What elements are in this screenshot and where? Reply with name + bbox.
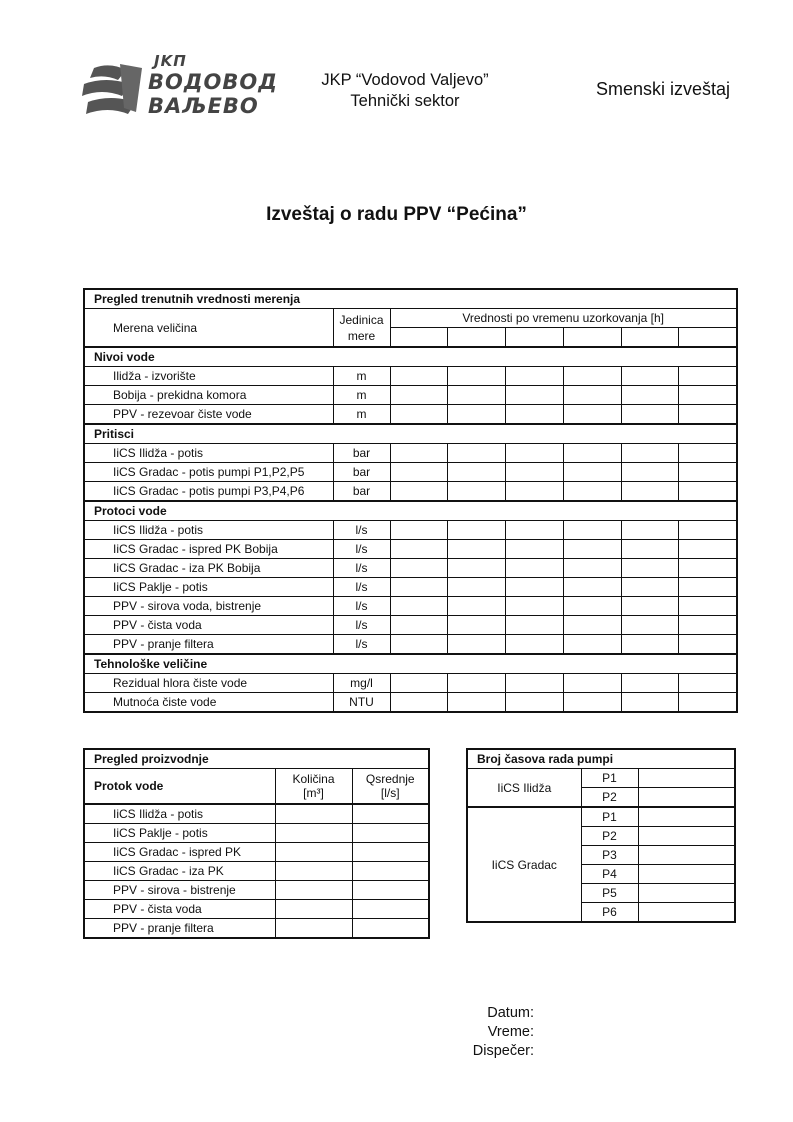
value-cell[interactable]: [506, 405, 564, 425]
value-cell[interactable]: [448, 405, 506, 425]
measurement-unit: bar: [333, 463, 390, 482]
logo-line2: ВАЉЕВО: [148, 94, 259, 118]
value-cell[interactable]: [448, 559, 506, 578]
pump-hours-cell[interactable]: [638, 865, 735, 884]
value-cell[interactable]: [448, 597, 506, 616]
measurement-name: IiCS Gradac - ispred PK Bobija: [84, 540, 333, 559]
production-name: IiCS Gradac - ispred PK: [84, 843, 275, 862]
water-drop-logo-icon: [80, 58, 150, 120]
avg-cell[interactable]: [352, 900, 429, 919]
value-cell[interactable]: [506, 559, 564, 578]
value-cell[interactable]: [621, 559, 679, 578]
value-cell[interactable]: [448, 616, 506, 635]
measurement-name: PPV - rezevoar čiste vode: [84, 405, 333, 425]
value-cell[interactable]: [390, 405, 448, 425]
measurement-unit: l/s: [333, 521, 390, 540]
col-header-values: Vrednosti po vremenu uzorkovanja [h]: [390, 309, 737, 328]
qty-cell[interactable]: [275, 824, 352, 843]
value-cell[interactable]: [621, 444, 679, 463]
measurement-name: PPV - sirova voda, bistrenje: [84, 597, 333, 616]
pump-hours-table: [466, 748, 736, 923]
value-cell[interactable]: [448, 578, 506, 597]
value-cell[interactable]: [679, 693, 737, 713]
measurements-heading: Pregled trenutnih vrednosti merenja: [84, 289, 737, 309]
pump-label: P1: [581, 769, 638, 788]
measurement-row: [84, 405, 737, 425]
value-cell[interactable]: [621, 367, 679, 386]
value-cell[interactable]: [506, 463, 564, 482]
pumps-heading: Broj časova rada pumpi: [467, 749, 735, 769]
avg-cell[interactable]: [352, 881, 429, 900]
value-cell[interactable]: [506, 482, 564, 502]
measurement-name: IiCS Paklje - potis: [84, 578, 333, 597]
value-cell[interactable]: [563, 367, 621, 386]
measurement-unit: l/s: [333, 540, 390, 559]
avg-label: Qsrednje: [365, 772, 415, 786]
value-cell[interactable]: [621, 693, 679, 713]
station-name: IiCS Ilidža: [467, 769, 581, 808]
col-header-unit: Jedinica mere: [333, 309, 390, 348]
production-row: [84, 843, 429, 862]
value-cell[interactable]: [563, 674, 621, 693]
measurement-name: IiCS Gradac - potis pumpi P3,P4,P6: [84, 482, 333, 502]
measurement-row: [84, 367, 737, 386]
value-cell[interactable]: [563, 386, 621, 405]
value-cell[interactable]: [621, 405, 679, 425]
value-cell[interactable]: [679, 616, 737, 635]
measurement-unit: NTU: [333, 693, 390, 713]
value-cell[interactable]: [621, 597, 679, 616]
value-cell[interactable]: [679, 386, 737, 405]
qty-label: Količina: [292, 772, 335, 786]
qty-cell[interactable]: [275, 804, 352, 824]
organization-block: [300, 70, 510, 112]
measurement-row: [84, 521, 737, 540]
production-name: PPV - sirova - bistrenje: [84, 881, 275, 900]
value-cell[interactable]: [621, 674, 679, 693]
value-cell[interactable]: [506, 616, 564, 635]
measurements-table: [83, 288, 738, 713]
value-cell[interactable]: [390, 635, 448, 655]
value-cell[interactable]: [506, 578, 564, 597]
value-cell[interactable]: [679, 674, 737, 693]
dispatcher-label: Dispečer:: [472, 1043, 534, 1059]
value-cell[interactable]: [621, 521, 679, 540]
pump-hours-cell[interactable]: [638, 807, 735, 827]
measurement-name: Mutnoća čiste vode: [84, 693, 333, 713]
value-cell[interactable]: [621, 328, 679, 348]
qty-cell[interactable]: [275, 919, 352, 939]
value-cell[interactable]: [679, 559, 737, 578]
value-cell[interactable]: [563, 616, 621, 635]
value-cell[interactable]: [506, 521, 564, 540]
value-cell[interactable]: [506, 386, 564, 405]
measurement-row: [84, 674, 737, 693]
logo-jkp: JKП: [154, 52, 187, 70]
production-row: [84, 862, 429, 881]
measurement-unit: m: [333, 386, 390, 405]
measurement-row: [84, 635, 737, 655]
value-cell[interactable]: [506, 597, 564, 616]
avg-cell[interactable]: [352, 804, 429, 824]
avg-cell[interactable]: [352, 919, 429, 939]
col-header-name: Merena veličina: [84, 309, 333, 348]
pump-row: [467, 769, 735, 788]
measurement-unit: bar: [333, 482, 390, 502]
production-row: [84, 804, 429, 824]
qty-cell[interactable]: [275, 900, 352, 919]
measurement-row: [84, 482, 737, 502]
company-logo: [80, 52, 278, 124]
pump-hours-cell[interactable]: [638, 788, 735, 808]
value-cell[interactable]: [621, 540, 679, 559]
value-cell[interactable]: [679, 540, 737, 559]
col-header-qty: [275, 769, 352, 805]
section-row: [84, 501, 737, 521]
value-cell[interactable]: [390, 559, 448, 578]
value-cell[interactable]: [679, 597, 737, 616]
measurement-name: IiCS Ilidža - potis: [84, 444, 333, 463]
value-cell[interactable]: [506, 367, 564, 386]
pump-hours-cell[interactable]: [638, 827, 735, 846]
value-cell[interactable]: [448, 367, 506, 386]
production-name: PPV - čista voda: [84, 900, 275, 919]
value-cell[interactable]: [621, 386, 679, 405]
value-cell[interactable]: [448, 386, 506, 405]
measurement-name: Rezidual hlora čiste vode: [84, 674, 333, 693]
measurement-name: Bobija - prekidna komora: [84, 386, 333, 405]
pump-label: P6: [581, 903, 638, 923]
value-cell[interactable]: [563, 693, 621, 713]
value-cell[interactable]: [506, 540, 564, 559]
measurement-name: IiCS Gradac - potis pumpi P1,P2,P5: [84, 463, 333, 482]
avg-unit: [l/s]: [380, 786, 400, 800]
pump-hours-cell[interactable]: [638, 903, 735, 923]
avg-cell[interactable]: [352, 843, 429, 862]
value-cell[interactable]: [563, 559, 621, 578]
value-cell[interactable]: [506, 328, 564, 348]
pump-label: P5: [581, 884, 638, 903]
measurement-unit: l/s: [333, 578, 390, 597]
value-cell[interactable]: [390, 463, 448, 482]
value-cell[interactable]: [506, 693, 564, 713]
measurement-row: [84, 616, 737, 635]
measurement-row: [84, 386, 737, 405]
value-cell[interactable]: [448, 635, 506, 655]
value-cell[interactable]: [563, 405, 621, 425]
col-header-avg: [352, 769, 429, 805]
measurement-unit: m: [333, 405, 390, 425]
value-cell[interactable]: [448, 444, 506, 463]
value-cell[interactable]: [390, 367, 448, 386]
section-title: Protoci vode: [84, 501, 737, 521]
pump-label: P1: [581, 807, 638, 827]
measurement-row: [84, 578, 737, 597]
value-cell[interactable]: [563, 328, 621, 348]
value-cell[interactable]: [390, 540, 448, 559]
value-cell[interactable]: [679, 328, 737, 348]
value-cell[interactable]: [679, 482, 737, 502]
value-cell[interactable]: [390, 444, 448, 463]
measurement-row: [84, 597, 737, 616]
value-cell[interactable]: [563, 482, 621, 502]
value-cell[interactable]: [621, 463, 679, 482]
value-cell[interactable]: [679, 521, 737, 540]
value-cell[interactable]: [448, 540, 506, 559]
value-cell[interactable]: [679, 635, 737, 655]
measurement-unit: l/s: [333, 635, 390, 655]
value-cell[interactable]: [679, 463, 737, 482]
value-cell[interactable]: [448, 482, 506, 502]
measurement-row: [84, 463, 737, 482]
production-row: [84, 919, 429, 939]
qty-cell[interactable]: [275, 862, 352, 881]
value-cell[interactable]: [563, 540, 621, 559]
pump-label: P4: [581, 865, 638, 884]
pump-hours-cell[interactable]: [638, 769, 735, 788]
pump-hours-cell[interactable]: [638, 884, 735, 903]
col-header-flow: Protok vode: [84, 769, 275, 805]
value-cell[interactable]: [448, 463, 506, 482]
measurement-unit: l/s: [333, 616, 390, 635]
value-cell[interactable]: [621, 482, 679, 502]
logo-line1: ВОДОВОД: [148, 70, 278, 94]
production-heading: Pregled proizvodnje: [84, 749, 429, 769]
value-cell[interactable]: [679, 578, 737, 597]
section-title: Pritisci: [84, 424, 737, 444]
value-cell[interactable]: [679, 367, 737, 386]
value-cell[interactable]: [506, 444, 564, 463]
measurement-name: IiCS Gradac - iza PK Bobija: [84, 559, 333, 578]
value-cell[interactable]: [563, 635, 621, 655]
value-cell[interactable]: [390, 386, 448, 405]
measurement-name: Ilidža - izvorište: [84, 367, 333, 386]
value-cell[interactable]: [448, 521, 506, 540]
value-cell[interactable]: [506, 635, 564, 655]
value-cell[interactable]: [506, 674, 564, 693]
pump-label: P2: [581, 827, 638, 846]
production-row: [84, 881, 429, 900]
measurement-unit: l/s: [333, 597, 390, 616]
org-name: JKP “Vodovod Valjevo”: [321, 71, 489, 89]
value-cell[interactable]: [448, 328, 506, 348]
production-name: IiCS Paklje - potis: [84, 824, 275, 843]
qty-cell[interactable]: [275, 843, 352, 862]
section-row: [84, 424, 737, 444]
value-cell[interactable]: [621, 635, 679, 655]
measurement-name: PPV - čista voda: [84, 616, 333, 635]
value-cell[interactable]: [390, 597, 448, 616]
value-cell[interactable]: [679, 405, 737, 425]
signature-block: [430, 1004, 534, 1061]
measurement-unit: bar: [333, 444, 390, 463]
pump-label: P3: [581, 846, 638, 865]
value-cell[interactable]: [621, 616, 679, 635]
value-cell[interactable]: [448, 674, 506, 693]
station-name: IiCS Gradac: [467, 807, 581, 922]
qty-unit: [m³]: [303, 786, 324, 800]
measurement-row: [84, 540, 737, 559]
value-cell[interactable]: [448, 693, 506, 713]
value-cell[interactable]: [563, 521, 621, 540]
measurement-unit: mg/l: [333, 674, 390, 693]
value-cell[interactable]: [563, 463, 621, 482]
pump-hours-cell[interactable]: [638, 846, 735, 865]
report-type: Smenski izveštaj: [596, 79, 731, 99]
value-cell[interactable]: [390, 328, 448, 348]
production-row: [84, 900, 429, 919]
value-cell[interactable]: [679, 444, 737, 463]
value-cell[interactable]: [563, 578, 621, 597]
value-cell[interactable]: [390, 693, 448, 713]
section-title: Tehnološke veličine: [84, 654, 737, 674]
value-cell[interactable]: [563, 597, 621, 616]
production-name: IiCS Gradac - iza PK: [84, 862, 275, 881]
time-label: Vreme:: [487, 1024, 534, 1040]
value-cell[interactable]: [390, 482, 448, 502]
pump-row: [467, 807, 735, 827]
page-title: Izveštaj o radu PPV “Pećina”: [266, 204, 527, 225]
value-cell[interactable]: [563, 444, 621, 463]
avg-cell[interactable]: [352, 824, 429, 843]
section-row: [84, 347, 737, 367]
value-cell[interactable]: [621, 578, 679, 597]
date-label: Datum:: [487, 1005, 534, 1021]
measurement-row: [84, 444, 737, 463]
value-cell[interactable]: [390, 616, 448, 635]
production-name: PPV - pranje filtera: [84, 919, 275, 939]
measurement-name: PPV - pranje filtera: [84, 635, 333, 655]
value-cell[interactable]: [390, 674, 448, 693]
measurement-name: IiCS Ilidža - potis: [84, 521, 333, 540]
production-row: [84, 824, 429, 843]
section-row: [84, 654, 737, 674]
pump-label: P2: [581, 788, 638, 808]
avg-cell[interactable]: [352, 862, 429, 881]
org-department: Tehnički sektor: [350, 92, 460, 110]
section-title: Nivoi vode: [84, 347, 737, 367]
value-cell[interactable]: [390, 521, 448, 540]
qty-cell[interactable]: [275, 881, 352, 900]
production-table: [83, 748, 430, 939]
measurement-unit: m: [333, 367, 390, 386]
measurement-row: [84, 559, 737, 578]
measurement-unit: l/s: [333, 559, 390, 578]
measurement-row: [84, 693, 737, 713]
value-cell[interactable]: [390, 578, 448, 597]
production-name: IiCS Ilidža - potis: [84, 804, 275, 824]
